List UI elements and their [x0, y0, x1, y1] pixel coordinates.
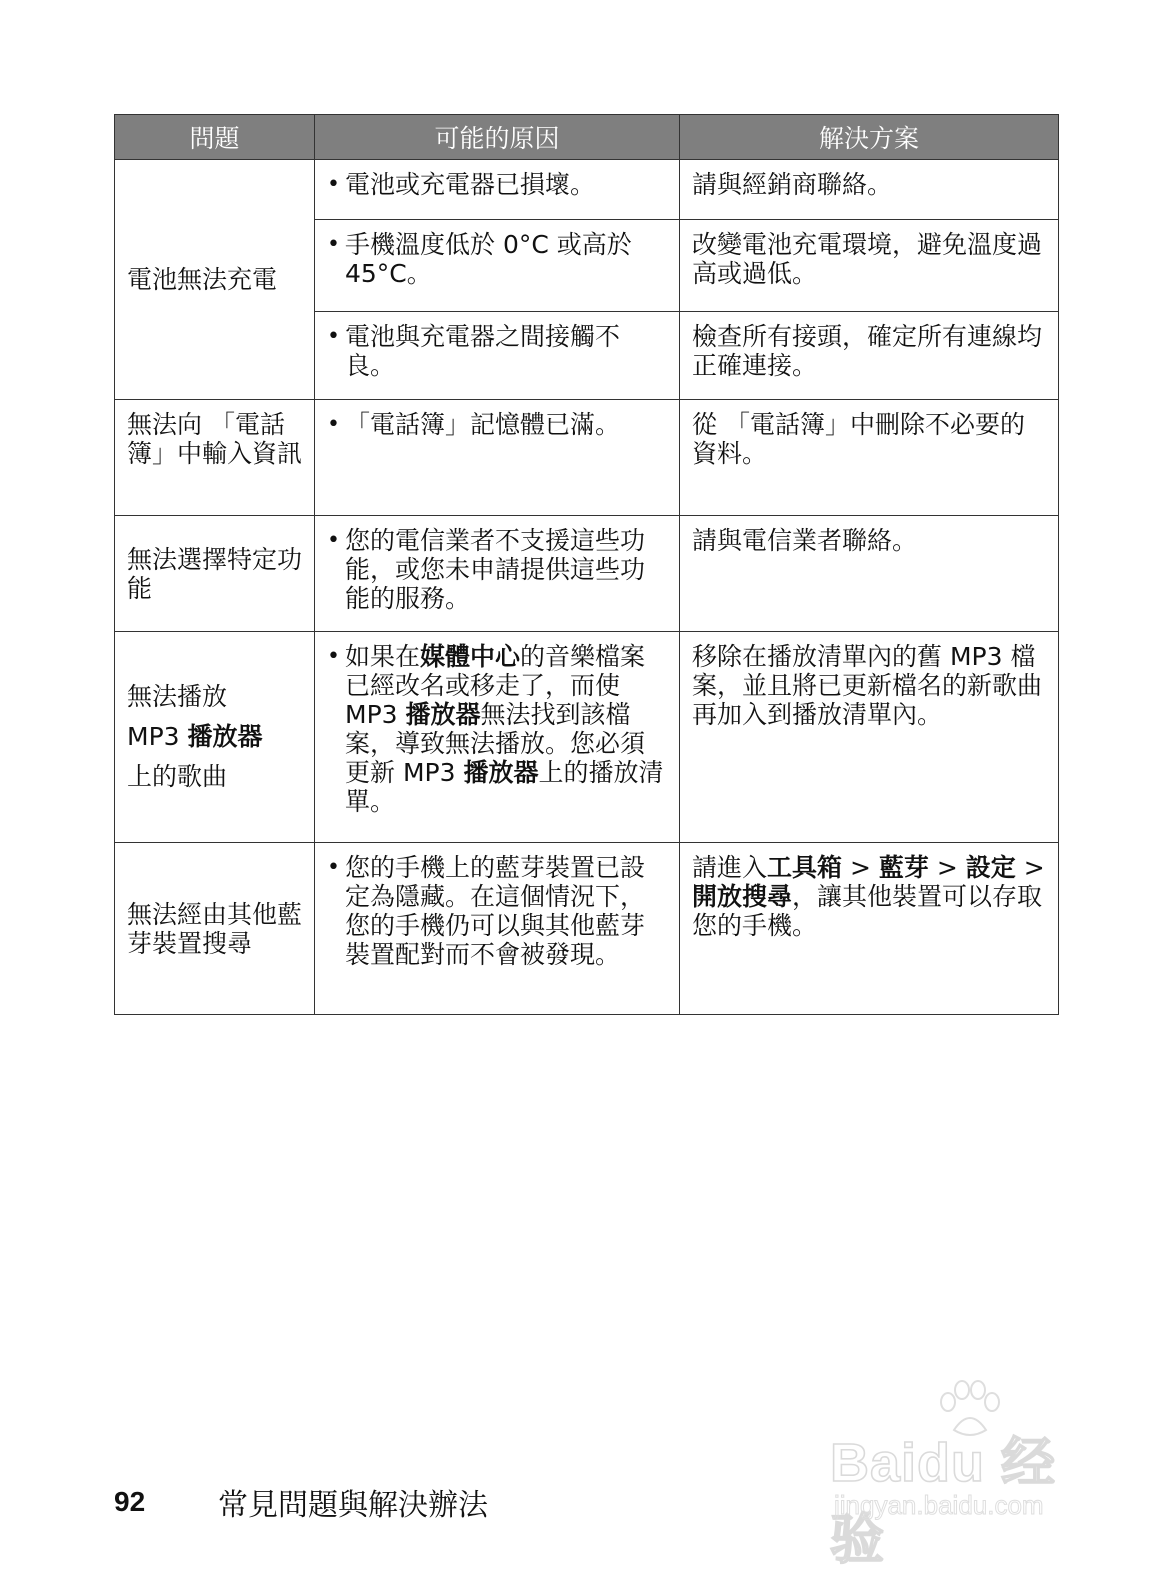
header-solution: 解決方案: [680, 115, 1059, 160]
cause-text: 您的手機上的藍芽裝置已設定為隱藏。在這個情況下，您的手機仍可以與其他藍芽裝置配對而不會被發現。: [345, 853, 646, 969]
solution-cell: 移除在播放清單內的舊 MP3 檔案，並且將已更新檔名的新歌曲再加入到播放清單內。: [680, 632, 1059, 843]
cause-cell: [315, 843, 680, 1015]
bullet-icon: •: [327, 644, 340, 669]
table-row: [115, 632, 1059, 843]
bullet-icon: •: [327, 172, 340, 197]
page-number: 92: [114, 1486, 146, 1517]
table-row: [115, 160, 1059, 220]
cause-text: 電池或充電器已損壞。: [345, 170, 596, 199]
troubleshooting-table: [114, 114, 1059, 1015]
table-row: [115, 400, 1059, 516]
table-row: [115, 516, 1059, 632]
problem-line: 上的歌曲: [127, 762, 228, 791]
problem-line: 無法播放: [127, 682, 228, 711]
problem-cell: 電池無法充電: [115, 160, 315, 400]
header-cause: 可能的原因: [315, 115, 680, 160]
baidu-watermark: [830, 1380, 1110, 1570]
problem-line: MP3 播放器: [127, 722, 263, 751]
page-footer: [114, 1480, 488, 1524]
cause-text: 您的電信業者不支援這些功能，或您未申請提供這些功能的服務。: [345, 526, 646, 613]
bullet-icon: •: [327, 412, 340, 437]
cause-text: 電池與充電器之間接觸不良。: [345, 322, 621, 380]
cause-cell: [315, 160, 680, 220]
cause-text: 如果在媒體中心的音樂檔案已經改名或移走了，而使 MP3 播放器無法找到該檔案，導致無法播放。您必須更新 MP3 播放器上的播放清單。: [345, 642, 664, 816]
solution-cell: 從 「電話簿」中刪除不必要的資料。: [680, 400, 1059, 516]
bullet-icon: •: [327, 232, 340, 257]
table-row: [115, 843, 1059, 1015]
solution-cell: 請進入工具箱 > 藍芽 > 設定 > 開放搜尋，讓其他裝置可以存取您的手機。: [680, 843, 1059, 1015]
table-header-row: [115, 115, 1059, 160]
cause-cell: [315, 312, 680, 400]
problem-cell: 無法向 「電話簿」中輸入資訊: [115, 400, 315, 516]
watermark-url: jingyan.baidu.com: [834, 1490, 1044, 1520]
problem-cell: 無法選擇特定功能: [115, 516, 315, 632]
bullet-icon: •: [327, 855, 340, 880]
cause-cell: [315, 220, 680, 312]
problem-cell: 無法經由其他藍芽裝置搜尋: [115, 843, 315, 1015]
cause-text: 「電話簿」記憶體已滿。: [345, 410, 621, 439]
cause-cell: [315, 516, 680, 632]
cause-cell: [315, 632, 680, 843]
problem-cell: [115, 632, 315, 843]
cause-text: 手機溫度低於 0°C 或高於 45°C。: [345, 230, 632, 288]
solution-cell: 請與經銷商聯絡。: [680, 160, 1059, 220]
solution-cell: 改變電池充電環境，避免溫度過高或過低。: [680, 220, 1059, 312]
solution-cell: 檢查所有接頭，確定所有連線均正確連接。: [680, 312, 1059, 400]
bullet-icon: •: [327, 528, 340, 553]
cause-cell: [315, 400, 680, 516]
watermark-brand: Baidu 经验: [830, 1433, 1057, 1570]
chapter-title: 常見問題與解決辦法: [218, 1488, 488, 1523]
solution-cell: 請與電信業者聯絡。: [680, 516, 1059, 632]
bullet-icon: •: [327, 324, 340, 349]
header-problem: 問題: [115, 115, 315, 160]
